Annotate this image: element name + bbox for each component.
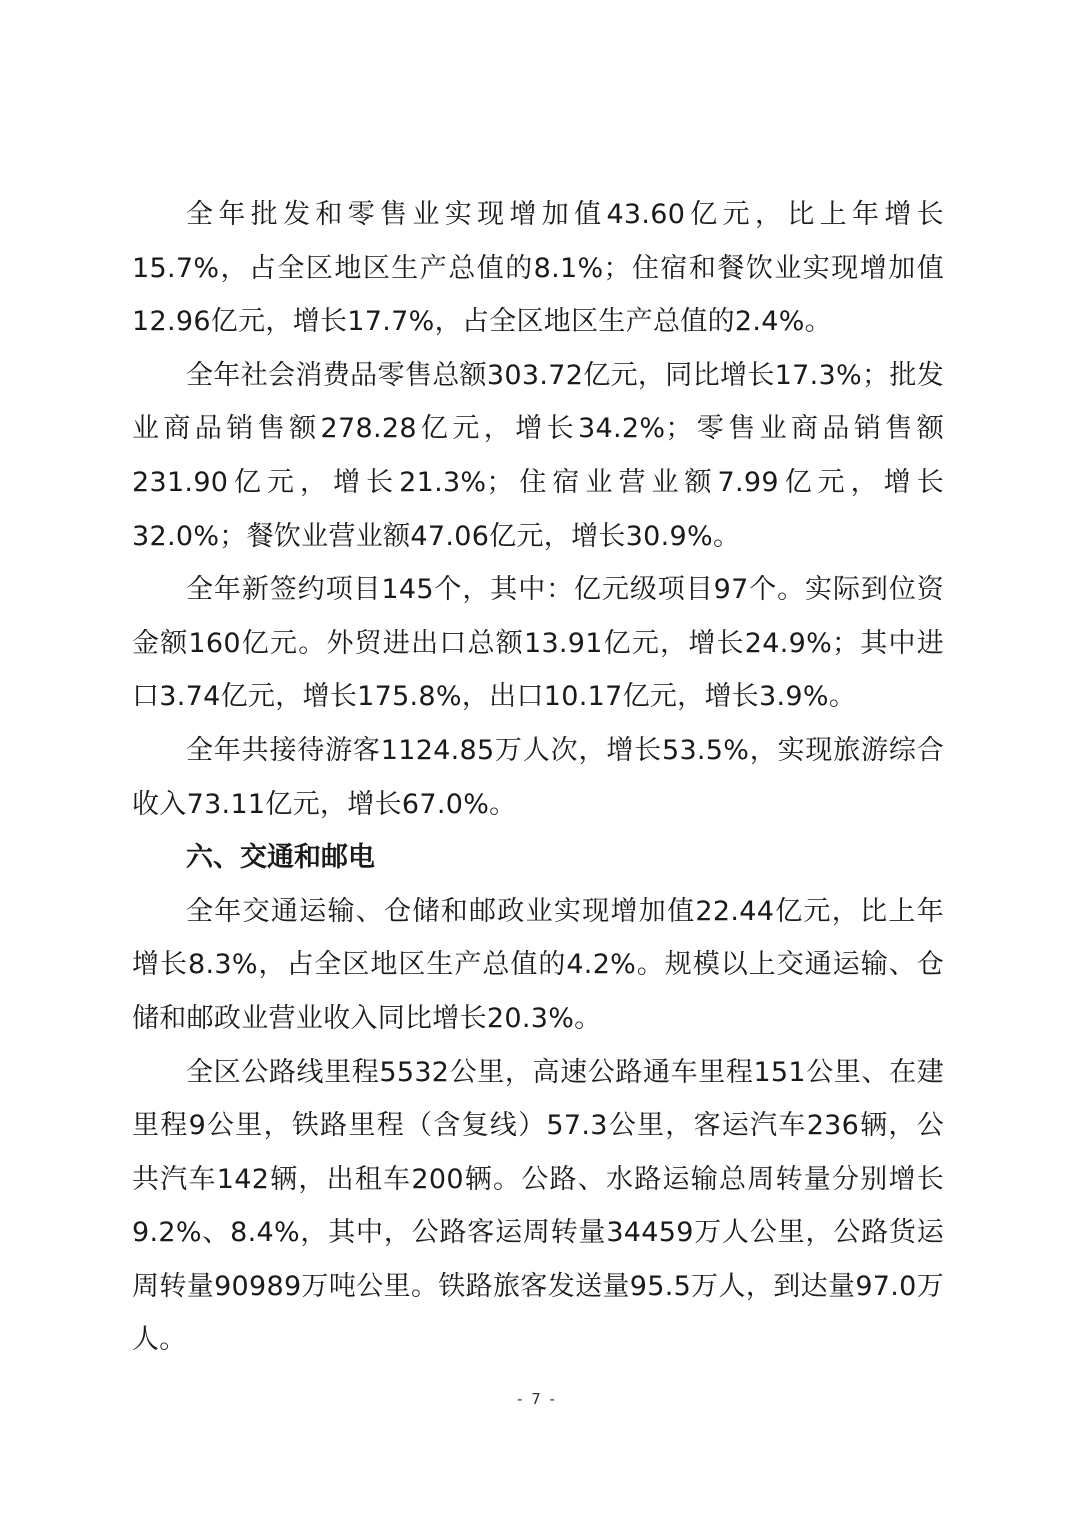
document-body: [132, 188, 944, 1367]
paragraph-transport-value: 全年交通运输、仓储和邮政业实现增加值22.44亿元，比上年增长8.3%，占全区地区生产总值的4.2%。规模以上交通运输、仓储和邮政业营业收入同比增长20.3%。: [132, 895, 944, 1034]
paragraph-roads-railways: 全区公路线里程5532公里，高速公路通车里程151公里、在建里程9公里，铁路里程（含复线）57.3公里，客运汽车236辆，公共汽车142辆，出租车200辆。公路、水路运输总周转量分别增长9.2%、8.4%，其中，公路客运周转量34459万人公里，公路货运周转量90989万吨公里。铁路旅客发送量95.5万人，到达量97.0万人。: [132, 1056, 944, 1356]
paragraph-projects-trade: 全年新签约项目145个，其中：亿元级项目97个。实际到位资金额160亿元。外贸进出口总额13.91亿元，增长24.9%；其中进口3.74亿元，增长175.8%，出口10.17亿元，增长3.9%。: [132, 574, 944, 713]
section-heading-transport: 六、交通和邮电: [186, 842, 375, 874]
paragraph-consumer-goods: 全年社会消费品零售总额303.72亿元，同比增长17.3%；批发业商品销售额278.28亿元，增长34.2%；零售业商品销售额231.90亿元，增长21.3%；住宿业营业额7.99亿元，增长32.0%；餐饮业营业额47.06亿元，增长30.9%。: [132, 359, 944, 552]
paragraph-tourism: 全年共接待游客1124.85万人次，增长53.5%，实现旅游综合收入73.11亿元，增长67.0%。: [132, 734, 944, 820]
page-number: - 7 -: [517, 1390, 557, 1408]
paragraph-wholesale-retail: 全年批发和零售业实现增加值43.60亿元，比上年增长15.7%，占全区地区生产总值的8.1%；住宿和餐饮业实现增加值12.96亿元，增长17.7%，占全区地区生产总值的2.4%。: [132, 199, 944, 338]
